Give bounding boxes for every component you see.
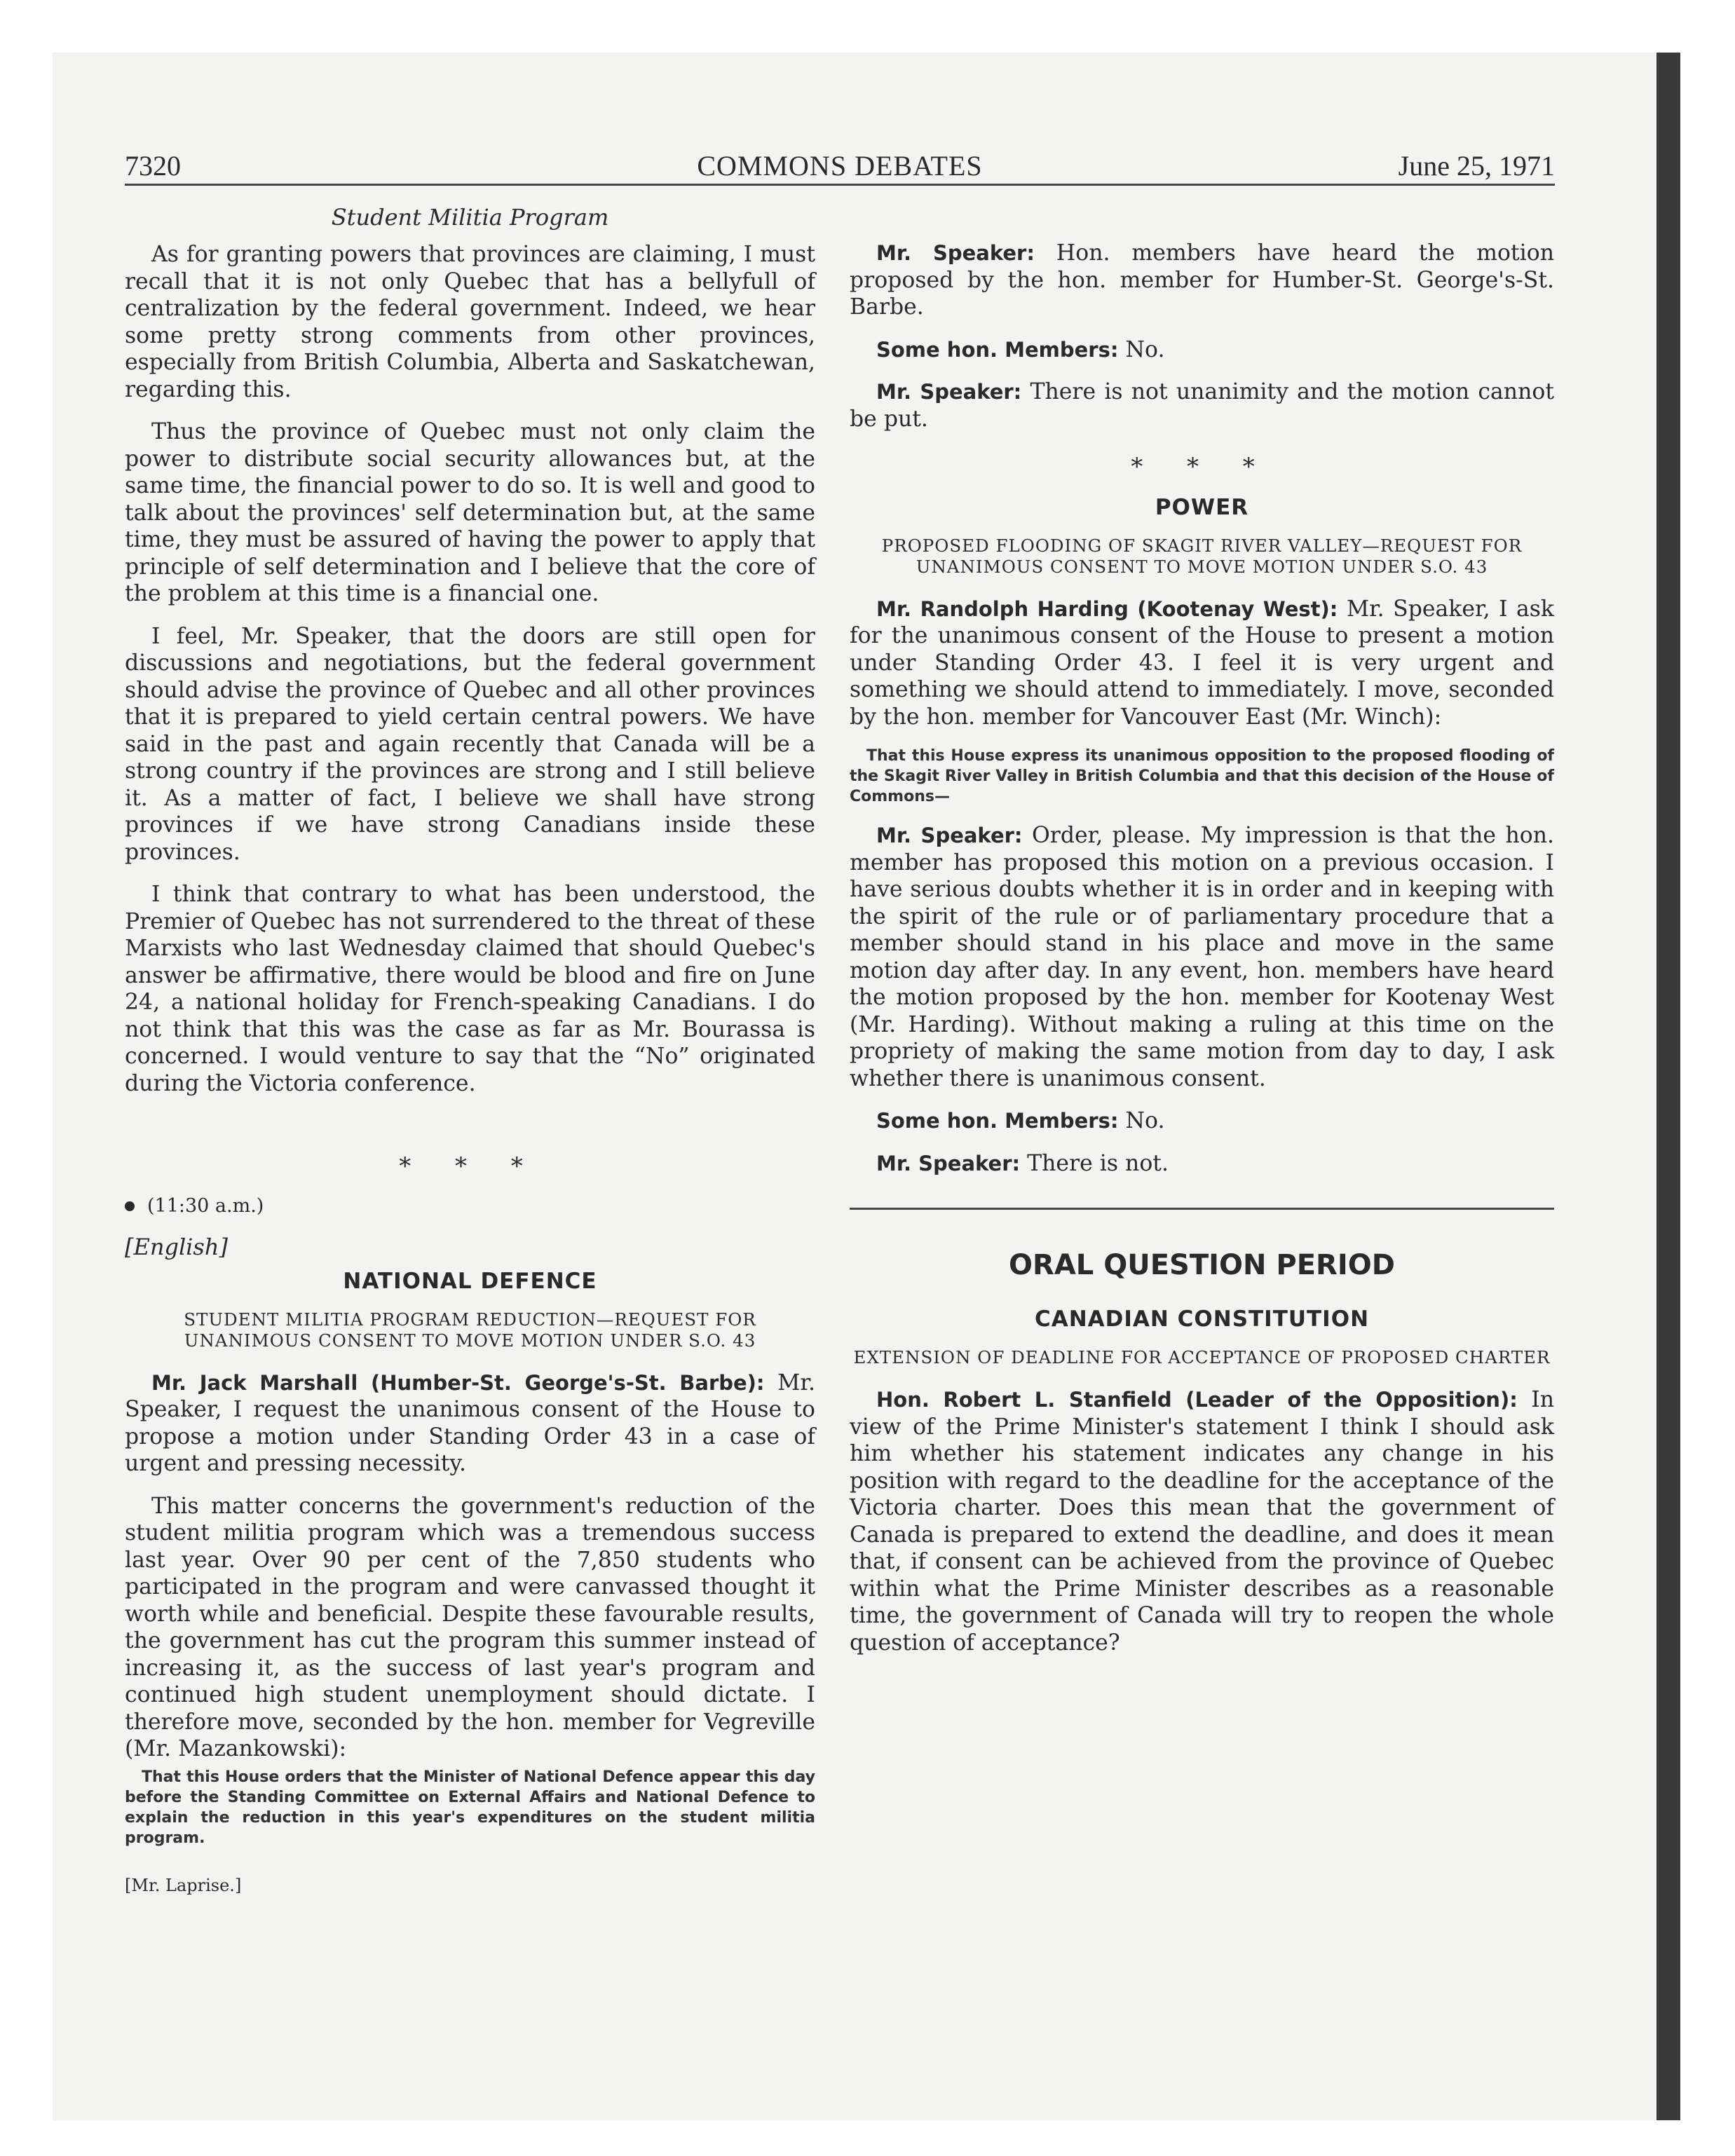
speaker-name: Mr. Randolph Harding (Kootenay West): — [876, 596, 1338, 621]
section-title: Student Militia Program — [331, 204, 609, 231]
paragraph: As for granting powers that provinces are claiming, I must recall that it is not only Quebec that has a bellyfull of centralization by the federal government. Indeed, we hear some pretty strong comments from other provinces, especially from British Columbia, Alberta and Saskatchewan, regarding this. — [125, 242, 815, 402]
speech — [850, 1386, 1554, 1656]
section-subheading: STUDENT MILITIA PROGRAM REDUCTION—REQUEST FOR UNANIMOUS CONSENT TO MOVE MOTION UNDER S.O. 43 — [184, 1309, 756, 1351]
section-heading: POWER — [1155, 494, 1249, 520]
speech — [850, 822, 1554, 1092]
time-text: (11:30 a.m.) — [147, 1194, 264, 1217]
speech-text: No. — [1125, 336, 1165, 362]
speech — [850, 336, 1554, 364]
section-divider — [850, 1208, 1554, 1210]
speech-text: Hon. members have heard the motion proposed by the hon. member for Humber-St. George's-St. Barbe. — [850, 240, 1554, 320]
speaker-name: Hon. Robert L. Stanfield (Leader of the Opposition): — [876, 1388, 1518, 1412]
paragraph: I feel, Mr. Speaker, that the doors are still open for discussions and negotiations, but the federal government should advise the province of Quebec and all other provinces that it is prepared to yield certain central powers. We have said in the past and again recently that Canada will be a strong country if the provinces are strong and I still believe it. As a matter of fact, I believe we shall have strong provinces if we have strong Canadians inside these provinces. — [125, 623, 815, 865]
speech — [125, 1370, 815, 1478]
page-date: June 25, 1971 — [1398, 150, 1555, 182]
page-number: 7320 — [125, 150, 181, 182]
speaker-name: Mr. Speaker: — [876, 380, 1022, 404]
speech-text: In view of the Prime Minister's statement I think I should ask him whether his statement indicates any change in his position with regard to the deadline for the acceptance of the Victoria charter. Does this mean that the government of Canada is prepared to extend the deadline, and does it mean that, if consent can be achieved from the province of Quebec within what the Prime Minister describes as a reasonable time, the government of Canada will try to reopen the whole question of acceptance? — [850, 1387, 1554, 1656]
motion-text: That this House express its unanimous opposition to the proposed flooding of the Skagit River Valley in British Columbia and that this decision of the House of Commons— — [850, 747, 1554, 805]
speaker-name: Mr. Jack Marshall (Humber-St. George's-St. Barbe): — [151, 1370, 765, 1395]
speech — [850, 1150, 1554, 1178]
speaker-name: Mr. Speaker: — [876, 1151, 1021, 1175]
speaker-name: Some hon. Members: — [876, 337, 1119, 362]
motion-text: That this House orders that the Minister of National Defence appear this day before the Standing Committee on External Affairs and National Defence to explain the reduction in this year's expenditures on the student militia program. — [125, 1768, 815, 1847]
section-heading: CANADIAN CONSTITUTION — [1034, 1306, 1370, 1332]
paragraph: Thus the province of Quebec must not only claim the power to distribute social security allowances but, at the same time, the financial power to do so. It is well and good to talk about the provinces' self determination but, at the same time, they must be assured of having the power to apply that principle of self determination and I believe that the core of the problem at this time is a financial one. — [125, 419, 815, 606]
publication-title: COMMONS DEBATES — [697, 150, 983, 182]
paragraph: This matter concerns the government's reduction of the student militia program which was a tremendous success last year. Over 90 per cent of the 7,850 students who participated in the program and were canvassed thought it worth while and beneficial. Despite these favourable results, the government has cut the program this summer instead of increasing it, as the success of last year's program and continued high student unemployment should dictate. I therefore move, seconded by the hon. member for Vegreville (Mr. Mazankowski): — [125, 1493, 815, 1761]
speech — [850, 1107, 1554, 1135]
language-marker: [English] — [125, 1233, 228, 1260]
speech-text: There is not. — [1027, 1150, 1169, 1176]
section-heading: NATIONAL DEFENCE — [343, 1268, 597, 1294]
section-subheading: EXTENSION OF DEADLINE FOR ACCEPTANCE OF PROPOSED CHARTER — [853, 1347, 1551, 1367]
speaker-name: Mr. Speaker: — [876, 241, 1035, 265]
section-separator: * * * — [399, 1152, 541, 1180]
speech-text: Mr. Speaker, I request the unanimous consent of the House to propose a motion under Standing Order 43 in a case of urgent and pressing necessity. — [125, 1370, 816, 1476]
major-heading: ORAL QUESTION PERIOD — [1009, 1249, 1395, 1281]
section-separator: * * * — [1131, 453, 1273, 481]
speech — [850, 596, 1554, 731]
page-footer-note: [Mr. Laprise.] — [125, 1875, 242, 1895]
time-marker — [125, 1194, 815, 1218]
speaker-name: Some hon. Members: — [876, 1109, 1119, 1133]
speech-text: No. — [1125, 1108, 1165, 1133]
speech-text: Order, please. My impression is that the hon. member has proposed this motion on a previous occasion. I have serious doubts whether it is in order and in keeping with the spirit of the rule or of parliamentary procedure that a member should stand in his place and move in the same motion day after day. In any event, hon. members have heard the motion proposed by the hon. member for Kootenay West (Mr. Harding). Without making a ruling at this time on the propriety of making the same motion from day to day, I ask whether there is unanimous consent. — [850, 823, 1554, 1091]
right-column — [850, 203, 1554, 1672]
speaker-name: Mr. Speaker: — [876, 824, 1023, 847]
left-column — [125, 203, 815, 1914]
bullet-dot-icon — [125, 1201, 135, 1211]
page-header — [125, 149, 1555, 186]
speech — [850, 378, 1554, 432]
speech-text: There is not unanimity and the motion cannot be put. — [850, 379, 1554, 432]
scan-edge-bar — [1656, 53, 1680, 2120]
paragraph: I think that contrary to what has been understood, the Premier of Quebec has not surrendered to the threat of these Marxists who last Wednesday claimed that should Quebec's answer be affirmative, there would be blood and fire on June 24, a national holiday for French-speaking Canadians. I do not think that this was the case as far as Mr. Bourassa is concerned. I would venture to say that the “No” originated during the Victoria conference. — [125, 882, 815, 1096]
speech-text: Mr. Speaker, I ask for the unanimous consent of the House to present a motion under Standing Order 43. I feel it is very urgent and something we should attend to immediately. I move, seconded by the hon. member for Vancouver East (Mr. Winch): — [850, 596, 1554, 730]
speech — [850, 240, 1554, 321]
section-subheading: PROPOSED FLOODING OF SKAGIT RIVER VALLEY—REQUEST FOR UNANIMOUS CONSENT TO MOVE MOTION UNDER S.O. 43 — [881, 535, 1523, 577]
